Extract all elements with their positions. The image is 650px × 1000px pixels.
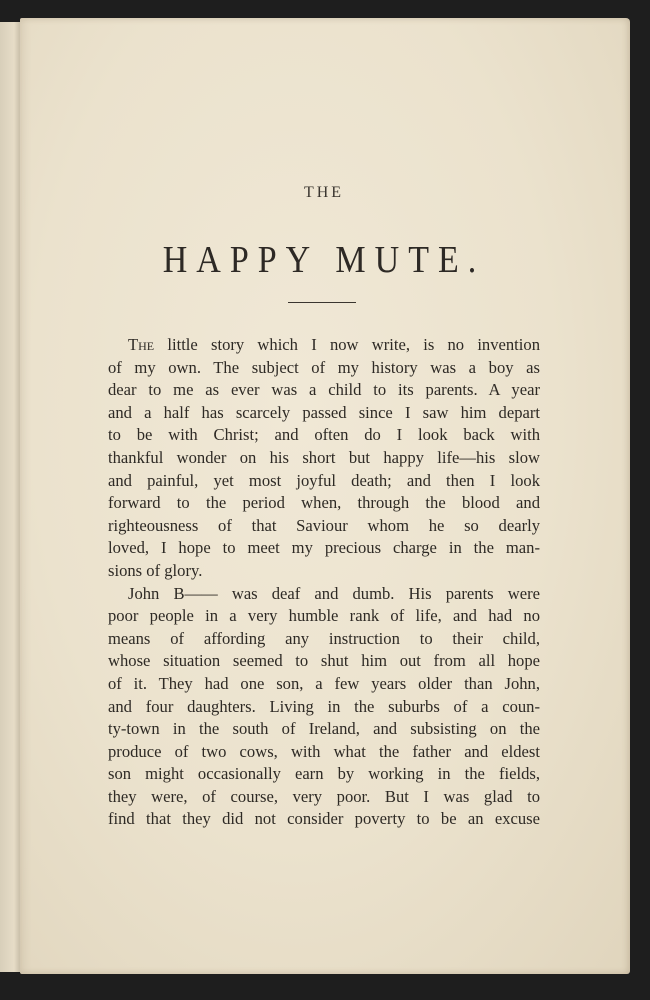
text-line: John B—— was deaf and dumb. His parents were <box>128 583 540 603</box>
text-line: ty-town in the south of Ireland, and subsisting on the <box>108 719 540 739</box>
text-line: sions of glory. <box>108 560 203 580</box>
text-line: they were, of course, very poor. But I was glad to <box>108 786 540 806</box>
text-line: whose situation seemed to shut him out from all hope <box>108 651 540 671</box>
title-rule <box>288 302 356 303</box>
text-line: loved, I hope to meet my precious charge in the man- <box>108 538 540 558</box>
text-line: forward to the period when, through the blood and <box>108 493 540 513</box>
text-line: son might occasionally earn by working in the fields, <box>108 764 540 784</box>
text-line: find that they did not consider poverty to be an excuse <box>108 809 540 829</box>
text-line: means of affording any instruction to their child, <box>108 628 540 648</box>
title-article: THE <box>303 184 345 201</box>
text-line <box>108 334 540 357</box>
text-line: and a half has scarcely passed since I saw him depart <box>108 402 540 422</box>
text-line: dear to me as ever was a child to its parents. A year <box>108 380 540 400</box>
facing-page-edge <box>0 22 21 972</box>
text-line: thankful wonder on his short but happy life—his slow <box>108 447 540 467</box>
text-line: poor people in a very humble rank of life, and had no <box>108 606 540 626</box>
text-line: righteousness of that Saviour whom he so dearly <box>108 515 540 535</box>
drop-word: The <box>128 335 155 354</box>
text-line: to be with Christ; and often do I look back with <box>108 425 540 445</box>
book-page <box>20 18 630 974</box>
body-text <box>108 334 540 831</box>
text-line: of it. They had one son, a few years older than John, <box>108 673 540 693</box>
text-line: and four daughters. Living in the suburbs of a coun- <box>108 696 540 716</box>
text-line: produce of two cows, with what the father and eldest <box>108 741 540 761</box>
page-title: HAPPY MUTE. <box>162 239 486 282</box>
text-line-rest: little story which I now write, is no invention <box>154 335 540 354</box>
text-line: of my own. The subject of my history was a boy as <box>108 357 540 377</box>
text-line: and painful, yet most joyful death; and then I look <box>108 470 540 490</box>
